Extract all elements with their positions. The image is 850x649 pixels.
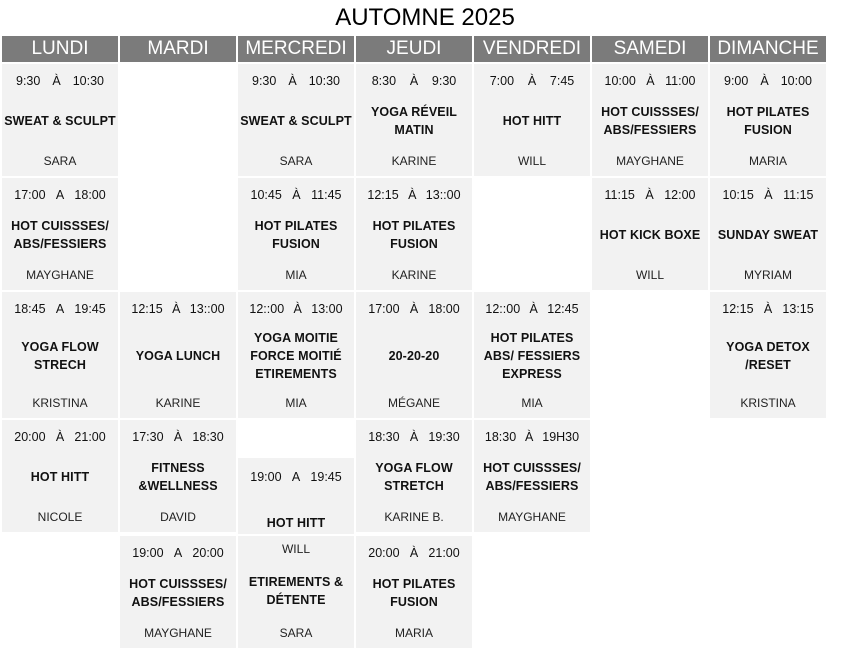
day-header-vendredi: VENDREDI (474, 36, 590, 62)
class-name: HOT KICK BOXE (599, 228, 701, 242)
time-separator: À (293, 302, 302, 316)
time-separator: À (646, 74, 655, 88)
end-time: 10:30 (308, 74, 340, 88)
end-time: 19:45 (74, 302, 106, 316)
class-time (4, 188, 116, 202)
class-cell-dim2 (710, 178, 826, 290)
start-time: 20:00 (14, 430, 46, 444)
end-time: 13:15 (782, 302, 814, 316)
class-cell-ven1 (474, 64, 590, 176)
class-time (358, 430, 470, 444)
class-instructor: KARINE B. (384, 510, 444, 524)
end-time: 10:00 (780, 74, 812, 88)
class-cell-mer1 (238, 64, 354, 176)
class-name: HOT CUISSSES/ ABS/FESSIERS (129, 577, 227, 609)
start-time: 9:30 (252, 74, 277, 88)
class-name: HOT CUISSSES/ ABS/FESSIERS (483, 461, 581, 493)
class-cell-jeu3 (356, 292, 472, 418)
end-time: 13::00 (425, 188, 461, 202)
class-name: SUNDAY SWEAT (717, 228, 819, 242)
start-time: 9:30 (16, 74, 41, 88)
class-name: HOT HITT (502, 114, 562, 128)
class-name: YOGA RÉVEIL MATIN (370, 105, 458, 137)
class-instructor: KARINE (391, 268, 437, 282)
class-time (358, 188, 470, 202)
day-header-jeudi: JEUDI (356, 36, 472, 62)
class-time (358, 74, 470, 88)
class-cell-dim1 (710, 64, 826, 176)
time-separator: À (409, 546, 419, 560)
time-separator: À (173, 430, 183, 444)
class-name: YOGA DETOX /RESET (726, 340, 810, 372)
end-time: 13::00 (189, 302, 225, 316)
day-header-mardi: MARDI (120, 36, 236, 62)
time-separator: À (172, 302, 181, 316)
class-instructor: MYRIAM (744, 268, 792, 282)
class-name: YOGA LUNCH (135, 349, 221, 363)
time-separator: À (408, 188, 417, 202)
class-time (4, 430, 116, 444)
time-separator: À (525, 430, 534, 444)
class-cell-lun3 (2, 292, 118, 418)
class-time (240, 188, 352, 202)
class-instructor: MARIA (748, 154, 787, 168)
start-time: 18:30 (484, 430, 517, 444)
end-time: 7:45 (549, 74, 575, 88)
time-separator: A (55, 302, 65, 316)
time-separator: À (764, 188, 773, 202)
schedule-title: AUTOMNE 2025 (335, 4, 515, 31)
start-time: 20:00 (368, 546, 400, 560)
class-name: HOT CUISSSES/ ABS/FESSIERS (601, 105, 699, 137)
start-time: 18:30 (368, 430, 400, 444)
class-instructor: DAVID (160, 510, 196, 524)
end-time: 9:30 (431, 74, 457, 88)
class-instructor: NICOLE (37, 510, 83, 524)
class-cell-ven2 (474, 292, 590, 418)
start-time: 10:00 (604, 74, 636, 88)
class-time (122, 430, 234, 444)
time-separator: À (409, 74, 419, 88)
start-time: 18:45 (14, 302, 46, 316)
class-cell-lun1 (2, 64, 118, 176)
start-time: 12::00 (249, 302, 285, 316)
end-time: 20:00 (192, 546, 224, 560)
class-name: SWEAT & SCULPT (240, 114, 352, 128)
class-instructor: MIA (285, 268, 307, 282)
class-cell-jeu2 (356, 178, 472, 290)
start-time: 9:00 (724, 74, 749, 88)
class-time (240, 470, 352, 484)
time-separator: À (763, 302, 773, 316)
class-time (476, 430, 588, 444)
class-instructor: WILL (635, 268, 664, 282)
class-name: HOT PILATES FUSION (372, 219, 456, 251)
class-name: HOT HITT (30, 470, 90, 484)
start-time: 12:15 (722, 302, 754, 316)
class-cell-dim3 (710, 292, 826, 418)
class-time (122, 302, 234, 316)
class-cell-mer4 (238, 458, 354, 534)
class-time (476, 74, 588, 88)
class-cell-jeu4 (356, 420, 472, 532)
class-time (476, 302, 588, 316)
end-time: 11:00 (665, 74, 696, 88)
class-time (712, 302, 824, 316)
end-time: 19:45 (310, 470, 342, 484)
class-name: ETIREMENTS & DÉTENTE (248, 575, 344, 607)
class-instructor: WILL (517, 154, 546, 168)
class-instructor: SARA (43, 154, 77, 168)
start-time: 12:15 (367, 188, 399, 202)
class-time (594, 74, 706, 88)
class-instructor-upper: WILL (281, 542, 310, 556)
end-time: 13:00 (311, 302, 343, 316)
start-time: 11:15 (604, 188, 635, 202)
end-time: 12:00 (664, 188, 696, 202)
class-instructor: MAYGHANE (616, 154, 684, 168)
class-instructor: MARIA (394, 626, 433, 640)
start-time: 12::00 (485, 302, 521, 316)
class-cell-jeu1 (356, 64, 472, 176)
class-cell-ven3 (474, 420, 590, 532)
time-separator: À (292, 188, 301, 202)
time-separator: A (55, 188, 65, 202)
end-time: 21:00 (74, 430, 106, 444)
time-separator: À (645, 188, 654, 202)
class-instructor: MAYGHANE (498, 510, 566, 524)
end-time: 10:30 (72, 74, 104, 88)
time-separator: À (527, 74, 537, 88)
class-time (712, 74, 824, 88)
class-instructor: KARINE (155, 396, 201, 410)
class-cell-lun2 (2, 178, 118, 290)
class-name: YOGA MOITIE FORCE MOITIÉ ETIREMENTS (250, 331, 342, 381)
class-cell-lun4 (2, 420, 118, 532)
start-time: 10:45 (250, 188, 282, 202)
class-name: HOT PILATES FUSION (254, 219, 338, 251)
class-time (240, 302, 352, 316)
start-time: 19:00 (132, 546, 164, 560)
start-time: 19:00 (250, 470, 282, 484)
class-cell-mer5 (238, 536, 354, 648)
day-header-dimanche: DIMANCHE (710, 36, 826, 62)
class-name: YOGA FLOW STRETCH (375, 461, 453, 493)
class-instructor: MIA (521, 396, 543, 410)
class-cell-sam1 (592, 64, 708, 176)
class-name: YOGA FLOW STRECH (21, 340, 99, 372)
time-separator: À (529, 302, 538, 316)
end-time: 11:15 (783, 188, 814, 202)
time-separator: A (173, 546, 183, 560)
end-time: 18:00 (74, 188, 106, 202)
time-separator: À (760, 74, 769, 88)
start-time: 17:00 (368, 302, 400, 316)
class-cell-mer2 (238, 178, 354, 290)
class-cell-jeu5 (356, 536, 472, 648)
start-time: 8:30 (371, 74, 397, 88)
class-name: HOT PILATES FUSION (372, 577, 456, 609)
class-time (358, 302, 470, 316)
class-time (358, 546, 470, 560)
class-time (122, 546, 234, 560)
end-time: 18:30 (192, 430, 224, 444)
end-time: 18:00 (428, 302, 460, 316)
class-instructor: SARA (279, 154, 313, 168)
class-instructor: KRISTINA (32, 396, 88, 410)
end-time: 12:45 (547, 302, 579, 316)
end-time: 11:45 (311, 188, 342, 202)
class-instructor: MÉGANE (387, 396, 440, 410)
class-instructor: MIA (285, 396, 307, 410)
class-cell-mar3 (120, 536, 236, 648)
class-name: SWEAT & SCULPT (4, 114, 116, 128)
class-name: HOT PILATES ABS/ FESSIERS EXPRESS (483, 331, 581, 381)
time-separator: À (55, 430, 65, 444)
time-separator: A (291, 470, 301, 484)
class-instructor: MAYGHANE (144, 626, 212, 640)
time-separator: À (288, 74, 297, 88)
class-name: 20-20-20 (388, 349, 440, 363)
class-cell-mar1 (120, 292, 236, 418)
time-separator: À (409, 302, 419, 316)
time-separator: À (409, 430, 419, 444)
day-header-mercredi: MERCREDI (238, 36, 354, 62)
start-time: 17:30 (132, 430, 164, 444)
start-time: 17:00 (14, 188, 46, 202)
class-time (594, 188, 706, 202)
class-instructor: KARINE (391, 154, 437, 168)
class-name: FITNESS &WELLNESS (138, 461, 218, 493)
class-time (4, 302, 116, 316)
end-time: 21:00 (428, 546, 460, 560)
start-time: 12:15 (131, 302, 163, 316)
class-cell-mar2 (120, 420, 236, 532)
day-header-lundi: LUNDI (2, 36, 118, 62)
class-name: HOT PILATES FUSION (726, 105, 810, 137)
class-instructor: KRISTINA (740, 396, 796, 410)
end-time: 19H30 (542, 430, 580, 444)
start-time: 7:00 (489, 74, 515, 88)
start-time: 10:15 (722, 188, 754, 202)
class-instructor: MAYGHANE (26, 268, 94, 282)
class-time (4, 74, 116, 88)
class-cell-mer3 (238, 292, 354, 418)
class-instructor: SARA (279, 626, 313, 640)
end-time: 19:30 (428, 430, 460, 444)
class-name: HOT HITT (266, 516, 326, 530)
class-name: HOT CUISSSES/ ABS/FESSIERS (11, 219, 109, 251)
class-cell-sam2 (592, 178, 708, 290)
class-time (240, 74, 352, 88)
time-separator: À (52, 74, 61, 88)
day-header-samedi: SAMEDI (592, 36, 708, 62)
class-time (712, 188, 824, 202)
